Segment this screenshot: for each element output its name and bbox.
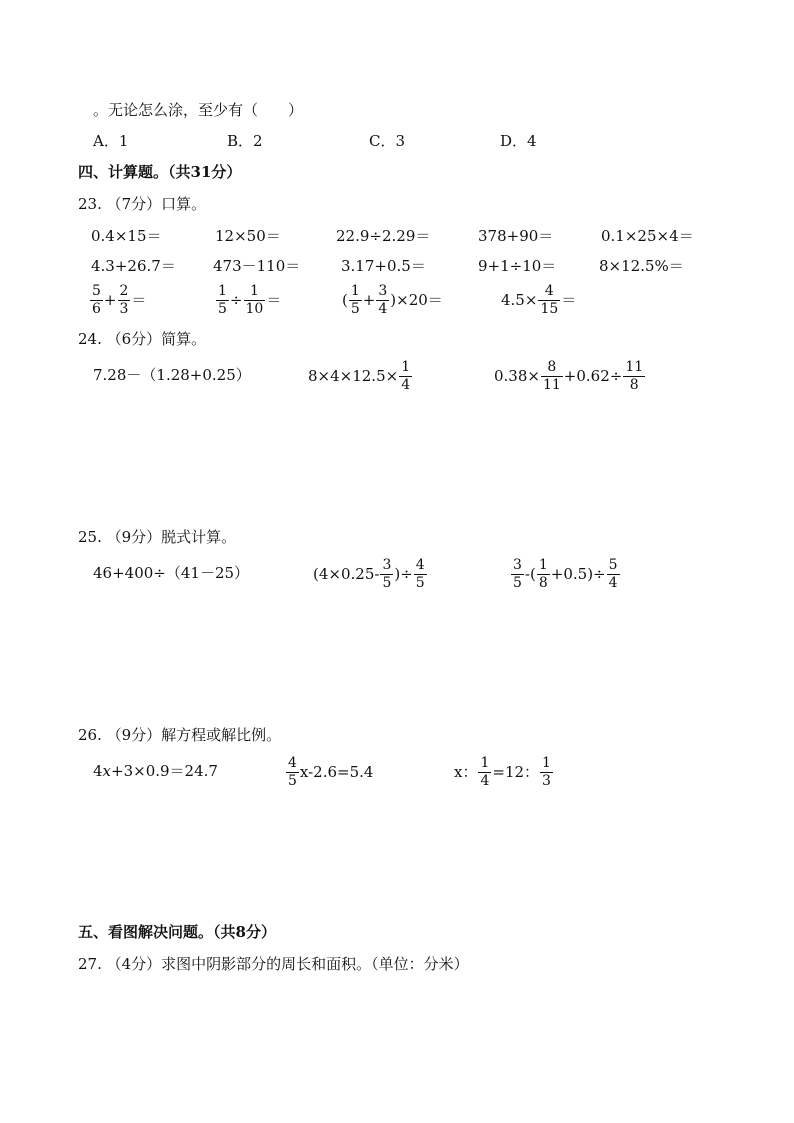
fraction: $\frac{1}{5}$ [350,283,360,317]
fraction: $\frac{1}{8}$ [538,557,548,591]
q22-option-a: A．1 [93,132,129,150]
q23-r3-c4: 4.5× $\frac{4}{15}$ ＝ [501,283,577,317]
q22-option-b: B．2 [227,132,263,150]
q23-r3-c2: $\frac{1}{5}$ ÷ $\frac{1}{10}$ ＝ [218,283,282,317]
q26-equation-2: $\frac{4}{5}$ x-2.6=5.4 [288,755,374,789]
q23-r2-c5: 8×12.5%＝ [599,257,684,275]
fraction: $\frac{5}{6}$ [92,283,101,317]
section-4-heading: 四、计算题。（共31分） [78,163,242,181]
q25-expr-3: $\frac{3}{5}$ -( $\frac{1}{8}$ +0.5)÷ $\frac{5}{4}$ [513,557,618,591]
fraction: $\frac{1}{5}$ [218,283,227,317]
fraction: $\frac{1}{3}$ [542,755,551,789]
fraction: $\frac{5}{4}$ [608,557,618,591]
q23-r2-c3: 3.17+0.5＝ [341,257,426,275]
q24-title: 24. （6分）简算。 [78,330,207,348]
fraction: $\frac{11}{8}$ [625,359,644,393]
q23-r1-c5: 0.1×25×4＝ [601,227,694,245]
q23-r1-c2: 12×50＝ [215,227,281,245]
q23-r1-c4: 378+90＝ [478,227,554,245]
fraction: $\frac{1}{10}$ [245,283,264,317]
fraction: $\frac{4}{15}$ [540,283,559,317]
q22-option-c: C．3 [369,132,406,150]
q25-expr-1: 46+400÷（41－25） [93,564,250,582]
q23-title: 23. （7分）口算。 [78,195,207,213]
q23-r1-c3: 22.9÷2.29＝ [336,227,431,245]
q26-proportion-3: x： $\frac{1}{4}$ =12： $\frac{1}{3}$ [454,755,551,789]
fraction: $\frac{4}{5}$ [415,557,425,591]
fraction: $\frac{8}{11}$ [542,359,561,393]
fraction: $\frac{3}{5}$ [382,557,392,591]
fraction: $\frac{2}{3}$ [119,283,129,317]
section-5-heading: 五、看图解决问题。（共8分） [78,923,276,941]
q23-r1-c1: 0.4×15＝ [91,227,162,245]
fraction: $\frac{4}{5}$ [288,755,297,789]
q26-title: 26. （9分）解方程或解比例。 [78,726,282,744]
q24-expr-1: 7.28－（1.28+0.25） [93,366,251,384]
q23-r2-c4: 9+1÷10＝ [478,257,557,275]
q23-r2-c1: 4.3+26.7＝ [91,257,176,275]
q23-r3-c1: $\frac{5}{6}$ + $\frac{2}{3}$ ＝ [92,283,147,317]
q25-title: 25. （9分）脱式计算。 [78,528,237,546]
fraction: $\frac{3}{5}$ [513,557,522,591]
q24-expr-3: 0.38× $\frac{8}{11}$ +0.62÷ $\frac{11}{8}$ [494,359,644,393]
q23-r2-c2: 473－110＝ [213,257,301,275]
fraction: $\frac{1}{4}$ [401,359,411,393]
q22-option-d: D．4 [500,132,537,150]
q26-equation-1: 4x+3×0.9＝24.7 [93,762,218,780]
q24-expr-2: 8×4×12.5× $\frac{1}{4}$ [308,359,411,393]
q25-expr-2: (4×0.25- $\frac{3}{5}$ )÷ $\frac{4}{5}$ [313,557,425,591]
fraction: $\frac{3}{4}$ [378,283,388,317]
q23-r3-c3: ( $\frac{1}{5}$ + $\frac{3}{4}$ )×20＝ [342,283,443,317]
q27-title: 27. （4分）求图中阴影部分的周长和面积。（单位：分米） [78,955,469,973]
q22-question-tail: 。无论怎么涂，至少有（ ） [93,101,304,119]
fraction: $\frac{1}{4}$ [480,755,490,789]
